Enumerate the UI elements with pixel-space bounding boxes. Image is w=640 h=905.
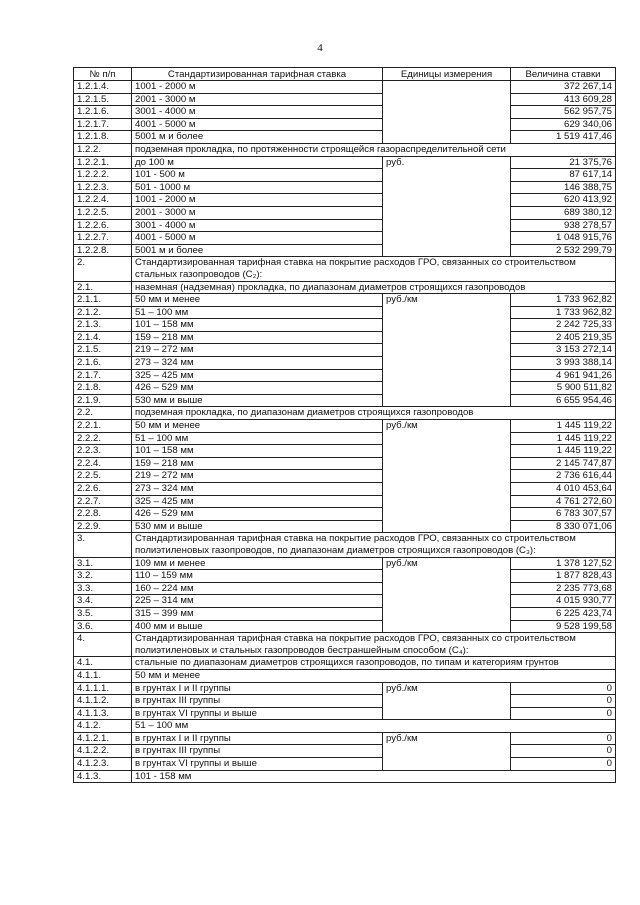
rate-name: 101 – 158 мм bbox=[132, 319, 383, 332]
row-number: 4.1.1.2. bbox=[74, 695, 132, 708]
rate-name: 50 мм и менее bbox=[132, 294, 383, 307]
row-number: 1.2.1.6. bbox=[74, 106, 132, 119]
rate-value: 4 015 930,77 bbox=[511, 595, 616, 608]
table-row bbox=[74, 181, 616, 194]
rate-value: 6 655 954,46 bbox=[511, 394, 616, 407]
rate-value: 1 877 828,43 bbox=[511, 570, 616, 583]
section-title: 50 мм и менее bbox=[132, 669, 616, 682]
rate-value: 146 388,75 bbox=[511, 181, 616, 194]
rate-name: 159 – 218 мм bbox=[132, 331, 383, 344]
table-row bbox=[74, 232, 616, 245]
row-number: 2.1.3. bbox=[74, 319, 132, 332]
rate-value: 1 378 127,52 bbox=[511, 557, 616, 570]
rate-value: 689 380,12 bbox=[511, 206, 616, 219]
rate-value: 3 993 388,14 bbox=[511, 357, 616, 370]
row-number: 2. bbox=[74, 257, 132, 281]
rate-name: 3001 - 4000 м bbox=[132, 106, 383, 119]
rate-value: 6 225 423,74 bbox=[511, 607, 616, 620]
rate-name: 273 – 324 мм bbox=[132, 483, 383, 496]
table-row bbox=[74, 369, 616, 382]
rate-name: 325 – 425 мм bbox=[132, 369, 383, 382]
row-number: 3.1. bbox=[74, 557, 132, 570]
table-row bbox=[74, 483, 616, 496]
table-row bbox=[74, 194, 616, 207]
row-number: 2.2.6. bbox=[74, 483, 132, 496]
rate-name: 101 - 500 м bbox=[132, 169, 383, 182]
unit-cell: руб. bbox=[383, 156, 511, 257]
table-row bbox=[74, 570, 616, 583]
rate-value: 629 340,06 bbox=[511, 118, 616, 131]
section-row bbox=[74, 770, 616, 783]
rate-value: 1 733 962,82 bbox=[511, 306, 616, 319]
row-number: 3.5. bbox=[74, 607, 132, 620]
row-number: 2.2.5. bbox=[74, 470, 132, 483]
section-row bbox=[74, 669, 616, 682]
table-row bbox=[74, 620, 616, 633]
table-row bbox=[74, 582, 616, 595]
table-row bbox=[74, 169, 616, 182]
row-number: 2.1.2. bbox=[74, 306, 132, 319]
section-row bbox=[74, 633, 616, 657]
row-number: 2.2.8. bbox=[74, 508, 132, 521]
table-row bbox=[74, 695, 616, 708]
table-row bbox=[74, 331, 616, 344]
rate-name: в грунтах I и II группы bbox=[132, 732, 383, 745]
header-rate-name: Стандартизированная тарифная ставка bbox=[132, 68, 383, 81]
header-unit: Единицы измерения bbox=[383, 68, 511, 81]
rate-value: 2 235 773,68 bbox=[511, 582, 616, 595]
rate-value: 372 267,14 bbox=[511, 81, 616, 94]
table-row bbox=[74, 508, 616, 521]
rate-name: 2001 - 3000 м bbox=[132, 206, 383, 219]
rate-value: 5 900 511,82 bbox=[511, 382, 616, 395]
row-number: 2.1.9. bbox=[74, 394, 132, 407]
row-number: 4.1.2.1. bbox=[74, 732, 132, 745]
rate-value: 4 010 453,64 bbox=[511, 483, 616, 496]
section-row bbox=[74, 281, 616, 294]
section-row bbox=[74, 720, 616, 733]
table-row bbox=[74, 758, 616, 771]
rate-value: 4 761 272,60 bbox=[511, 495, 616, 508]
row-number: 1.2.2.8. bbox=[74, 244, 132, 257]
row-number: 2.1.6. bbox=[74, 357, 132, 370]
table-row bbox=[74, 219, 616, 232]
table-row bbox=[74, 206, 616, 219]
rate-name: 325 – 425 мм bbox=[132, 495, 383, 508]
rate-value: 2 736 616,44 bbox=[511, 470, 616, 483]
section-row bbox=[74, 257, 616, 281]
table-row bbox=[74, 557, 616, 570]
rate-value: 2 532 299,79 bbox=[511, 244, 616, 257]
section-title: подземная прокладка, по диапазонам диаметров строящихся газопроводов bbox=[132, 407, 616, 420]
row-number: 3.2. bbox=[74, 570, 132, 583]
row-number: 4.1.2.2. bbox=[74, 745, 132, 758]
rate-name: 219 – 272 мм bbox=[132, 344, 383, 357]
section-row bbox=[74, 657, 616, 670]
table-row bbox=[74, 732, 616, 745]
rate-value: 0 bbox=[511, 695, 616, 708]
rate-value: 2 145 747,87 bbox=[511, 457, 616, 470]
row-number: 3.3. bbox=[74, 582, 132, 595]
row-number: 1.2.2.4. bbox=[74, 194, 132, 207]
rate-value: 413 609,28 bbox=[511, 93, 616, 106]
rate-name: 315 – 399 мм bbox=[132, 607, 383, 620]
rate-name: в грунтах I и II группы bbox=[132, 682, 383, 695]
row-number: 4. bbox=[74, 633, 132, 657]
row-number: 1.2.2.7. bbox=[74, 232, 132, 245]
table-row bbox=[74, 495, 616, 508]
section-row bbox=[74, 533, 616, 557]
rate-value: 2 242 725,33 bbox=[511, 319, 616, 332]
rate-name: 530 мм и выше bbox=[132, 520, 383, 533]
rate-value: 1 519 417,46 bbox=[511, 131, 616, 144]
row-number: 2.2.7. bbox=[74, 495, 132, 508]
rate-value: 1 733 962,82 bbox=[511, 294, 616, 307]
rate-name: 501 - 1000 м bbox=[132, 181, 383, 194]
rate-value: 938 278,57 bbox=[511, 219, 616, 232]
row-number: 2.1.4. bbox=[74, 331, 132, 344]
table-row bbox=[74, 81, 616, 94]
rate-value: 8 330 071,06 bbox=[511, 520, 616, 533]
rate-name: в грунтах VI группы и выше bbox=[132, 758, 383, 771]
rate-name: в грунтах VI группы и выше bbox=[132, 707, 383, 720]
rate-name: 5001 м и более bbox=[132, 131, 383, 144]
row-number: 1.2.2.2. bbox=[74, 169, 132, 182]
table-row bbox=[74, 457, 616, 470]
section-title: наземная (надземная) прокладка, по диапазонам диаметров строящихся газопроводов bbox=[132, 281, 616, 294]
rate-name: 400 мм и выше bbox=[132, 620, 383, 633]
table-row bbox=[74, 445, 616, 458]
row-number: 2.2.9. bbox=[74, 520, 132, 533]
unit-cell bbox=[383, 81, 511, 144]
unit-cell: руб./км bbox=[383, 294, 511, 407]
table-body bbox=[74, 81, 616, 783]
unit-cell: руб./км bbox=[383, 557, 511, 633]
rate-value: 0 bbox=[511, 732, 616, 745]
unit-cell: руб./км bbox=[383, 732, 511, 770]
rate-name: 51 – 100 мм bbox=[132, 432, 383, 445]
rate-name: 1001 - 2000 м bbox=[132, 81, 383, 94]
section-row bbox=[74, 407, 616, 420]
row-number: 2.1. bbox=[74, 281, 132, 294]
row-number: 4.1.2. bbox=[74, 720, 132, 733]
row-number: 4.1.1. bbox=[74, 669, 132, 682]
rate-name: 5001 м и более bbox=[132, 244, 383, 257]
rate-value: 562 957,75 bbox=[511, 106, 616, 119]
rate-name: 51 – 100 мм bbox=[132, 306, 383, 319]
row-number: 3.4. bbox=[74, 595, 132, 608]
section-title: Стандартизированная тарифная ставка на покрытие расходов ГРО, связанных со строительством стальных газопроводов (С₂): bbox=[132, 257, 616, 281]
rate-value: 6 783 307,57 bbox=[511, 508, 616, 521]
rate-name: 273 – 324 мм bbox=[132, 357, 383, 370]
rate-name: 159 – 218 мм bbox=[132, 457, 383, 470]
rate-name: до 100 м bbox=[132, 156, 383, 169]
rate-name: 3001 - 4000 м bbox=[132, 219, 383, 232]
table-row bbox=[74, 306, 616, 319]
row-number: 1.2.2.1. bbox=[74, 156, 132, 169]
row-number: 3.6. bbox=[74, 620, 132, 633]
row-number: 4.1.2.3. bbox=[74, 758, 132, 771]
rate-name: 426 – 529 мм bbox=[132, 382, 383, 395]
rate-name: 4001 - 5000 м bbox=[132, 232, 383, 245]
table-row bbox=[74, 682, 616, 695]
row-number: 3. bbox=[74, 533, 132, 557]
section-title: стальные по диапазонам диаметров строящихся газопроводов, по типам и категориям грунтов bbox=[132, 657, 616, 670]
rate-value: 1 445 119,22 bbox=[511, 445, 616, 458]
row-number: 4.1.1.1. bbox=[74, 682, 132, 695]
rate-value: 0 bbox=[511, 758, 616, 771]
row-number: 2.1.7. bbox=[74, 369, 132, 382]
rate-value: 21 375,76 bbox=[511, 156, 616, 169]
row-number: 4.1. bbox=[74, 657, 132, 670]
section-title: Стандартизированная тарифная ставка на покрытие расходов ГРО, связанных со строительством полиэтиленовых и стальных газопроводов бестраншейным способом (С₄): bbox=[132, 633, 616, 657]
row-number: 2.2.3. bbox=[74, 445, 132, 458]
row-number: 1.2.1.7. bbox=[74, 118, 132, 131]
table-row bbox=[74, 294, 616, 307]
row-number: 1.2.2.5. bbox=[74, 206, 132, 219]
table-row bbox=[74, 382, 616, 395]
rate-value: 9 528 199,58 bbox=[511, 620, 616, 633]
row-number: 1.2.1.5. bbox=[74, 93, 132, 106]
rate-name: 4001 - 5000 м bbox=[132, 118, 383, 131]
row-number: 1.2.2.6. bbox=[74, 219, 132, 232]
table-row bbox=[74, 607, 616, 620]
row-number: 2.1.1. bbox=[74, 294, 132, 307]
page-number: 4 bbox=[317, 42, 323, 54]
row-number: 1.2.2.3. bbox=[74, 181, 132, 194]
table-row bbox=[74, 357, 616, 370]
row-number: 2.2.1. bbox=[74, 420, 132, 433]
rate-name: 50 мм и менее bbox=[132, 420, 383, 433]
header-number: № п/п bbox=[74, 68, 132, 81]
section-row bbox=[74, 143, 616, 156]
table-row bbox=[74, 156, 616, 169]
rate-value: 1 048 915,76 bbox=[511, 232, 616, 245]
rate-name: в грунтах III группы bbox=[132, 695, 383, 708]
row-number: 2.2. bbox=[74, 407, 132, 420]
rate-name: 530 мм и выше bbox=[132, 394, 383, 407]
rate-value: 620 413,92 bbox=[511, 194, 616, 207]
rate-value: 1 445 119,22 bbox=[511, 420, 616, 433]
table-row bbox=[74, 131, 616, 144]
header-value: Величина ставки bbox=[511, 68, 616, 81]
row-number: 2.1.5. bbox=[74, 344, 132, 357]
rate-value: 4 961 941,26 bbox=[511, 369, 616, 382]
table-row bbox=[74, 118, 616, 131]
section-title: подземная прокладка, по протяженности строящейся газораспределительной сети bbox=[132, 143, 616, 156]
table-row bbox=[74, 520, 616, 533]
table-row bbox=[74, 394, 616, 407]
row-number: 4.1.1.3. bbox=[74, 707, 132, 720]
table-header-row bbox=[74, 68, 616, 81]
rate-name: 109 мм и менее bbox=[132, 557, 383, 570]
unit-cell: руб./км bbox=[383, 682, 511, 720]
table-row bbox=[74, 595, 616, 608]
table-row bbox=[74, 319, 616, 332]
row-number: 1.2.2. bbox=[74, 143, 132, 156]
rate-name: в грунтах III группы bbox=[132, 745, 383, 758]
row-number: 2.1.8. bbox=[74, 382, 132, 395]
section-title: Стандартизированная тарифная ставка на покрытие расходов ГРО, связанных со строительством полиэтиленовых газопроводов, по диапазонам диаметров строящихся газопроводов (С₃): bbox=[132, 533, 616, 557]
table-row bbox=[74, 244, 616, 257]
row-number: 4.1.3. bbox=[74, 770, 132, 783]
row-number: 2.2.2. bbox=[74, 432, 132, 445]
rate-value: 0 bbox=[511, 682, 616, 695]
row-number: 1.2.1.4. bbox=[74, 81, 132, 94]
unit-cell: руб./км bbox=[383, 420, 511, 533]
table-row bbox=[74, 106, 616, 119]
rate-name: 2001 - 3000 м bbox=[132, 93, 383, 106]
rate-name: 225 – 314 мм bbox=[132, 595, 383, 608]
table-row bbox=[74, 745, 616, 758]
rate-value: 1 445 119,22 bbox=[511, 432, 616, 445]
table-row bbox=[74, 707, 616, 720]
rate-name: 1001 - 2000 м bbox=[132, 194, 383, 207]
table-row bbox=[74, 93, 616, 106]
section-title: 51 – 100 мм bbox=[132, 720, 616, 733]
rate-value: 87 617,14 bbox=[511, 169, 616, 182]
table-row bbox=[74, 432, 616, 445]
rate-value: 0 bbox=[511, 745, 616, 758]
section-title: 101 - 158 мм bbox=[132, 770, 616, 783]
rate-name: 101 – 158 мм bbox=[132, 445, 383, 458]
rate-value: 0 bbox=[511, 707, 616, 720]
rate-name: 160 – 224 мм bbox=[132, 582, 383, 595]
tariff-table bbox=[73, 67, 616, 783]
row-number: 1.2.1.8. bbox=[74, 131, 132, 144]
table-row bbox=[74, 420, 616, 433]
row-number: 2.2.4. bbox=[74, 457, 132, 470]
table-row bbox=[74, 470, 616, 483]
rate-value: 2 405 219,35 bbox=[511, 331, 616, 344]
rate-name: 110 – 159 мм bbox=[132, 570, 383, 583]
table-row bbox=[74, 344, 616, 357]
rate-name: 219 – 272 мм bbox=[132, 470, 383, 483]
rate-value: 3 153 272,14 bbox=[511, 344, 616, 357]
rate-name: 426 – 529 мм bbox=[132, 508, 383, 521]
